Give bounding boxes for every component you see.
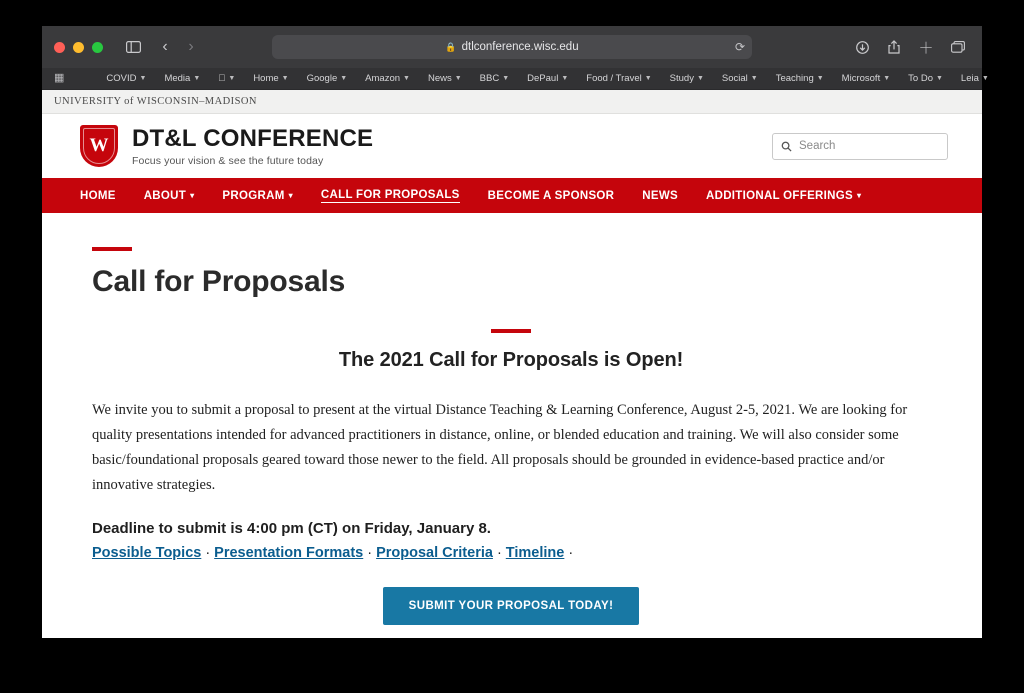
bookmark-item[interactable] [155,73,209,84]
link-presentation-formats[interactable]: Presentation Formats [214,544,364,561]
site-tagline: Focus your vision & see the future today [132,155,324,167]
browser-window [42,26,982,638]
chevron-down-icon: ▼ [637,75,645,82]
crest-letter: W [89,135,109,156]
nav-label: CALL FOR PROPOSALS [320,188,460,201]
chevron-down-icon: ▼ [193,75,201,82]
bookmark-label: Social [714,73,741,84]
link-possible-topics[interactable]: Possible Topics [92,544,202,561]
university-banner-text: UNIVERSITY of WISCONSIN–MADISON [54,96,257,107]
bookmark-item[interactable] [952,73,998,84]
tab-overview-icon[interactable] [946,35,970,59]
bookmark-item[interactable] [518,73,577,84]
window-controls[interactable] [54,42,103,53]
nav-item-additional-offerings[interactable] [692,178,875,213]
bookmark-item[interactable] [767,73,833,84]
address-bar[interactable] [272,35,752,59]
title-accent-rule [92,247,132,251]
chevron-down-icon: ▾ [190,191,195,200]
chevron-down-icon: ▼ [554,75,562,82]
section-accent-rule [491,329,531,333]
bookmarks-bar [42,68,982,90]
nav-item-call-for-proposals[interactable] [307,178,474,213]
main-navigation [42,178,982,213]
bookmark-label: Google [299,73,331,84]
nav-label: ABOUT [143,189,187,202]
search-input[interactable] [799,140,939,152]
bookmark-label: Media [164,73,191,84]
bookmarks-grid-icon[interactable]: ▦ [54,72,64,84]
chevron-down-icon: ▾ [288,191,293,200]
nav-item-home[interactable] [80,178,130,213]
nav-item-about[interactable] [130,178,209,213]
forward-arrow-icon[interactable]: › [188,38,194,55]
bookmark-item[interactable] [244,73,297,84]
chevron-down-icon: ▼ [447,75,455,82]
bookmark-item[interactable] [298,73,357,84]
chevron-down-icon: ▼ [395,75,403,82]
link-separator: · [205,544,211,561]
bookmark-item[interactable] [833,73,899,84]
reload-icon[interactable]: ⟳ [734,40,745,54]
bookmark-item[interactable] [577,73,660,84]
search-icon [781,141,792,152]
bookmark-item[interactable] [661,73,713,84]
page-title: Call for Proposals [92,265,346,298]
bookmark-label: Food / Travel [579,73,635,84]
nav-label: PROGRAM [222,189,285,202]
privacy-report-icon[interactable] [450,35,474,59]
nav-label: NEWS [642,189,678,202]
nav-label: BECOME A SPONSOR [487,189,615,202]
nav-item-news[interactable] [628,178,692,213]
bookmark-label: Leia [953,73,972,84]
chevron-down-icon: ▾ [856,191,862,200]
link-separator: · [496,544,502,561]
bookmark-item[interactable] [97,73,155,84]
nav-label: HOME [80,189,116,202]
bookmark-label: COVID [106,73,137,84]
toolbar-right-icons [850,35,970,59]
chevron-down-icon: ▼ [689,75,697,82]
bookmark-label: Microsoft [834,73,874,84]
chevron-down-icon: ▼ [876,75,884,82]
reader-view-icon[interactable] [488,35,512,59]
close-window-button[interactable] [54,42,65,53]
url-text: dtlconference.wisc.edu [461,41,579,53]
link-proposal-criteria[interactable]: Proposal Criteria [376,544,493,561]
chevron-down-icon: ▼ [221,75,229,82]
submit-proposal-button[interactable]: SUBMIT YOUR PROPOSAL TODAY! [383,587,640,625]
downloads-icon[interactable] [850,35,874,59]
page-content [42,213,982,638]
chevron-down-icon: ▼ [333,75,341,82]
bookmark-item[interactable] [471,73,518,84]
back-arrow-icon[interactable]: ‹ [162,38,168,55]
bookmark-label: To Do [901,73,926,84]
bookmark-item[interactable] [356,73,419,84]
chevron-down-icon: ▼ [809,75,817,82]
chevron-down-icon: ▼ [974,75,982,82]
bookmark-item[interactable] [713,73,767,84]
bookmark-label: DePaul [520,73,552,84]
bookmark-label: Home [246,73,272,84]
nav-item-program[interactable] [208,178,306,213]
bookmark-item[interactable] [899,73,952,84]
minimize-window-button[interactable] [73,42,84,53]
share-icon[interactable] [882,35,906,59]
nav-label: ADDITIONAL OFFERINGS [705,189,853,202]
lock-icon: 🔒 [445,41,457,52]
nav-item-become-a-sponsor[interactable] [474,178,629,213]
bookmark-item[interactable] [419,73,471,84]
home-icon[interactable] [412,35,436,59]
bookmark-label: Teaching [768,73,807,84]
maximize-window-button[interactable] [92,42,103,53]
bookmark-label [218,73,225,84]
chevron-down-icon: ▼ [274,75,282,82]
chevron-down-icon: ▼ [928,75,936,82]
link-separator: · [367,544,373,561]
plus-icon[interactable]: ＋ [918,39,934,57]
deadline-text: Deadline to submit is 4:00 pm (CT) on Friday, January 8. [92,519,491,537]
bookmark-label: Study [662,73,687,84]
university-banner [42,90,982,114]
chevron-down-icon: ▼ [743,75,751,82]
site-header [42,114,982,178]
section-subheading: The 2021 Call for Proposals is Open! [338,349,684,371]
bookmark-label: Amazon [358,73,393,84]
browser-toolbar [42,26,982,68]
cta-container [92,587,930,625]
jump-links [92,545,930,561]
chevron-down-icon: ▼ [495,75,503,82]
site-brand[interactable] [132,125,373,167]
uw-crest-logo[interactable] [80,125,118,167]
link-separator: · [568,544,574,561]
sidebar-toggle-icon[interactable] [121,35,145,59]
bookmark-label: BBC [472,73,493,84]
bookmark-item[interactable] [209,73,244,84]
navigation-arrows[interactable] [153,35,203,59]
site-title: DT&L CONFERENCE [132,125,374,152]
link-timeline[interactable]: Timeline [505,544,565,561]
chevron-down-icon: ▼ [139,75,147,82]
search-box[interactable] [772,133,948,160]
body-paragraph: We invite you to submit a proposal to present at the virtual Distance Teaching & Learning Conference, August 2-5, 2021. We are looking for quality presentations intended for advanced practitioners in distance, online, or blended education and training. We will also consider some basic/foundational proposals geared toward those newer to the field. All proposals should be grounded in evidence-based practice and/or innovative strategies. [92,402,908,493]
bookmark-label: News [420,73,445,84]
